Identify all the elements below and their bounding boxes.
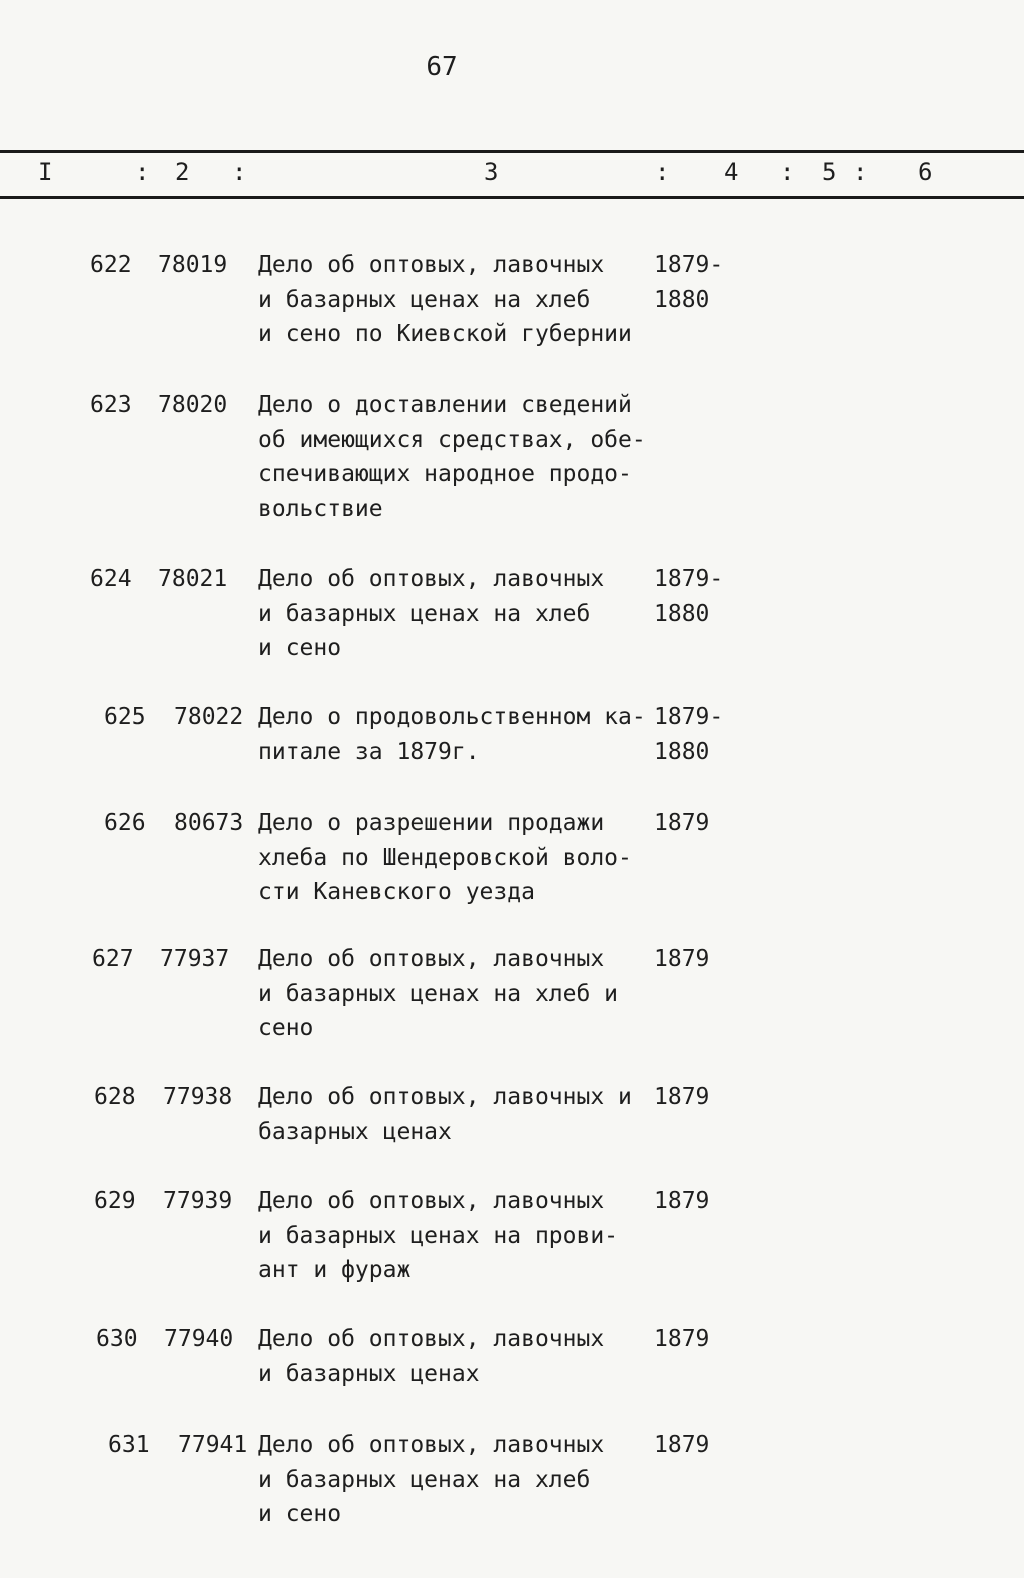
- entry-description: [258, 248, 648, 352]
- entry-year: 1879: [654, 1326, 710, 1352]
- entry-description: [258, 700, 648, 769]
- entry-number: 624: [90, 566, 132, 592]
- entry-number: 625: [104, 704, 146, 730]
- entry-description-line: об имеющихся средствах, обе-: [258, 426, 646, 453]
- entry-description-line: и базарных ценах на хлеб: [258, 1466, 591, 1493]
- entry-description-line: и сено: [258, 1501, 342, 1527]
- column-separator: :: [655, 158, 670, 186]
- column-number-2: 2: [175, 158, 190, 186]
- entry-description-line: и базарных ценах на хлеб: [258, 286, 591, 313]
- entry-code: 77941: [178, 1432, 248, 1458]
- entry-description: [258, 1322, 648, 1391]
- entry-year: 1879: [654, 1432, 710, 1458]
- entry-description-line: базарных ценах: [258, 1118, 452, 1145]
- entry-number: 630: [96, 1326, 138, 1352]
- entry-year: 1879-: [654, 252, 724, 278]
- entry-number: 627: [92, 946, 134, 972]
- entry-year: 1880: [654, 286, 710, 313]
- entry-description-line: и сено по Киевской губернии: [258, 321, 632, 347]
- entry-number: 623: [90, 392, 132, 418]
- column-number-4: 4: [724, 158, 739, 186]
- entry-code: 78022: [174, 704, 244, 730]
- entry-number: 622: [90, 252, 132, 278]
- entry-years: [654, 806, 709, 841]
- entry-description-line: Дело о продовольственном ка-: [258, 704, 646, 730]
- header-rule-top: [0, 150, 1024, 153]
- entry-description: [258, 388, 648, 526]
- entry-description-line: ант и фураж: [258, 1257, 411, 1283]
- entry-description: [258, 1184, 648, 1288]
- entry-description-line: Дело об оптовых, лавочных: [258, 566, 605, 592]
- column-number-5: 5: [822, 158, 837, 186]
- entry-description: [258, 942, 648, 1046]
- entry-years: [654, 1080, 709, 1115]
- entry-year: 1879: [654, 946, 710, 972]
- entry-description-line: сено: [258, 1015, 314, 1041]
- entry-description-line: питале за 1879г.: [258, 738, 480, 765]
- entry-years: [654, 248, 723, 317]
- entry-code: 80673: [174, 810, 244, 836]
- entry-number: 631: [108, 1432, 150, 1458]
- entry-year: 1879: [654, 1084, 710, 1110]
- entry-code: 77938: [163, 1084, 233, 1110]
- entry-description-line: и базарных ценах на прови-: [258, 1222, 619, 1249]
- entry-years: [654, 700, 723, 769]
- entry-years: [654, 942, 709, 977]
- entry-year: 1879: [654, 1188, 710, 1214]
- entry-description: [258, 806, 648, 910]
- column-separator: :: [780, 158, 795, 186]
- entry-year: 1879: [654, 810, 710, 836]
- entry-years: [654, 1184, 709, 1219]
- entry-years: [654, 1322, 709, 1357]
- entry-year: 1880: [654, 600, 710, 627]
- entry-years: [654, 1428, 709, 1463]
- entry-number: 628: [94, 1084, 136, 1110]
- entry-code: 77939: [163, 1188, 233, 1214]
- entry-description-line: и базарных ценах на хлеб: [258, 600, 591, 627]
- column-separator: :: [232, 158, 247, 186]
- entry-description-line: и базарных ценах: [258, 1360, 480, 1387]
- entry-code: 78020: [158, 392, 228, 418]
- entry-description-line: Дело об оптовых, лавочных: [258, 1188, 605, 1214]
- entry-year: 1879-: [654, 566, 724, 592]
- entry-code: 77937: [160, 946, 230, 972]
- entry-description-line: Дело об оптовых, лавочных: [258, 946, 605, 972]
- entry-description-line: Дело об оптовых, лавочных: [258, 1432, 605, 1458]
- column-separator: :: [135, 158, 150, 186]
- entry-description: [258, 1428, 648, 1532]
- column-number-1: I: [38, 158, 53, 186]
- entry-code: 77940: [164, 1326, 234, 1352]
- entry-description-line: сти Каневского уезда: [258, 879, 535, 905]
- entry-year: 1880: [654, 738, 710, 765]
- entry-description-line: вольствие: [258, 495, 383, 522]
- entry-description-line: и базарных ценах на хлеб и: [258, 980, 619, 1007]
- entry-number: 629: [94, 1188, 136, 1214]
- page-number: 67: [426, 52, 458, 82]
- entry-years: [654, 562, 723, 631]
- entry-description-line: Дело об оптовых, лавочных: [258, 252, 605, 278]
- column-number-6: 6: [918, 158, 933, 186]
- entry-description-line: Дело об оптовых, лавочных: [258, 1326, 605, 1352]
- column-number-3: 3: [484, 158, 499, 186]
- entry-number: 626: [104, 810, 146, 836]
- entry-description-line: Дело об оптовых, лавочных и: [258, 1084, 632, 1110]
- entry-code: 78021: [158, 566, 228, 592]
- entry-description-line: и сено: [258, 635, 342, 661]
- column-separator: :: [853, 158, 868, 186]
- entry-description-line: спечивающих народное продо-: [258, 461, 632, 487]
- entry-description: [258, 1080, 648, 1149]
- entry-year: 1879-: [654, 704, 724, 730]
- header-rule-bottom: [0, 196, 1024, 199]
- entry-description-line: хлеба по Шендеровской воло-: [258, 844, 632, 871]
- entry-description: [258, 562, 648, 666]
- entry-description-line: Дело о разрешении продажи: [258, 810, 605, 836]
- entry-description-line: Дело о доставлении сведений: [258, 392, 632, 418]
- entry-code: 78019: [158, 252, 228, 278]
